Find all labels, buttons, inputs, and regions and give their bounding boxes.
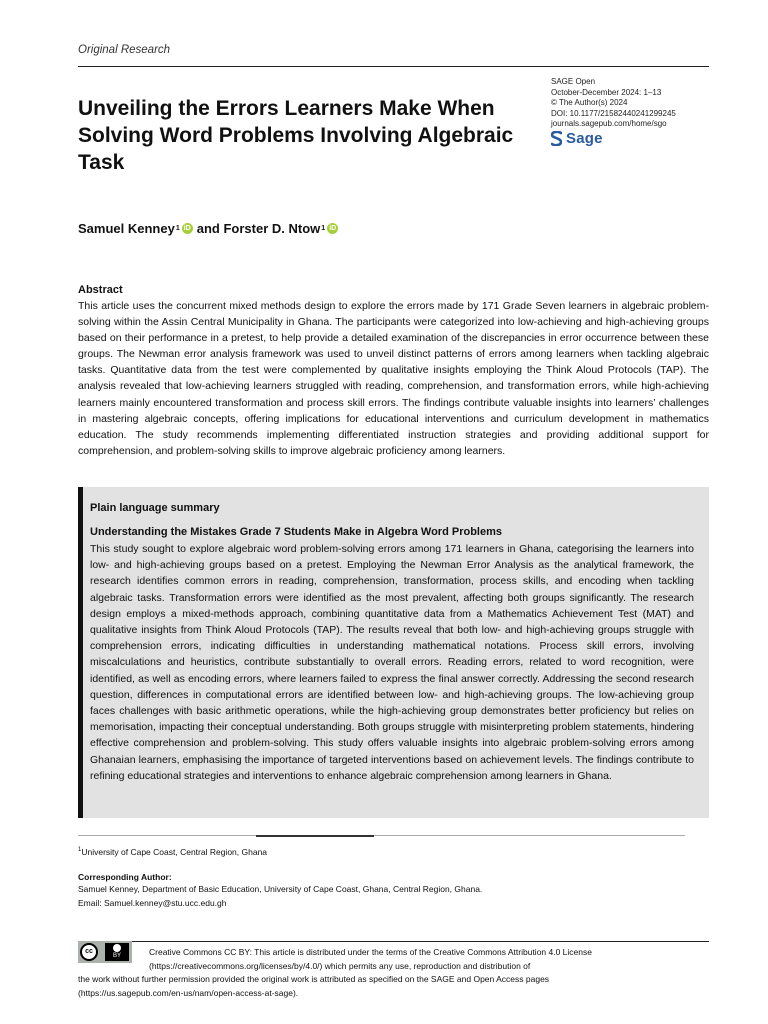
journal-info [551,77,676,130]
affiliation-note [78,847,267,857]
cc-by-badge[interactable] [78,941,132,963]
article-title: Unveiling the Errors Learners Make When Solving Word Problems Involving Algebraic Task [78,97,514,174]
footnote-divider-accent [256,835,374,837]
footnote-divider [78,835,685,836]
attribution-label: BY [112,953,121,959]
attribution-icon [105,943,129,961]
orcid-icon[interactable]: iD [329,225,337,232]
license-line: the work without further permission provided the original work is attributed as specified on the SAGE and Open Access pages [78,974,550,984]
license-line: Creative Commons CC BY: This article is distributed under the terms of the Creative Commons Attribution 4.0 License [149,947,592,957]
affiliation-marker: 1 [78,847,82,853]
journal-copyright: © The Author(s) 2024 [551,98,628,107]
person-icon [113,944,121,952]
affiliation-marker: 1 [175,225,180,232]
corresponding-author-heading: Corresponding Author: [78,872,172,882]
summary-subtitle: Understanding the Mistakes Grade 7 Students Make in Algebra Word Problems [90,526,502,538]
license-text-continued [78,973,709,1000]
journal-doi-link[interactable]: DOI: 10.1177/21582440241299245 [551,108,676,118]
header-divider [78,66,709,67]
affiliation-marker: 1 [321,225,326,232]
author-name: Forster D. Ntow [223,221,321,236]
author-name: Samuel Kenney [78,221,175,236]
abstract-text: This article uses the concurrent mixed methods design to explore the errors made by 171 Grade Seven learners in algebraic problem-solving within the Assin Central Municipality in Ghana. The participants were categorized into low-achieving and high-achieving groups based on their performance in a pretest, to help provide a detailed examination of the discrepancies in error occurrence between these groups. The Newman error analysis framework was used to unveil distinct patterns of errors among learners when tackling algebraic tasks. Quantitative data from the test were complemented by qualitative insights employing the Think Aloud Protocols (TAP). The analysis revealed that low-achieving learners struggled with reading, comprehension, and transformation errors, while high-achieving learners mainly encountered transformation and process skill errors. The findings contribute valuable insights into learners’ challenges in mastering algebraic concepts, offering implications for educational interventions and curriculum development in mathematics education. The study recommends implementing differentiated instruction strategies and providing additional support for comprehension, and problem-solving skills to improve algebraic proficiency among learners. [78,300,709,457]
author-list [78,221,342,236]
journal-homepage-link[interactable]: journals.sagepub.com/home/sgo [551,119,667,128]
license-link[interactable]: (https://us.sagepub.com/en-us/nam/open-access-at-sage). [78,987,299,998]
summary-text: This study sought to explore algebraic word problem-solving errors among 171 learners in Ghana, categorising the learners into low- and high-achieving groups based on a pretest. Employing the Newman Error Analysis as the analytical framework, the research identifies common errors in reading, comprehension, transformation, process skills, and encoding when tackling algebraic tasks. Transformation errors were identified as the most prevalent, affecting both groups significantly. The research design employs a mixed-methods approach, combining quantitative data from a Mathematics Achievement Test (MAT) and qualitative insights from Think Aloud Protocols (TAP). The results reveal that both low- and high-achieving groups struggle with comprehension errors, indicating difficulties in understanding mathematical notations. Process skill errors, involving miscalculations and heuristics, contribute substantially to overall errors. Reading errors, related to word recognition, were identified, as well as encoding errors, where learners failed to express the final answer correctly. Addressing the second research question, differences in computational errors are identified between low- and high-achieving groups. The low-achieving group faces challenges with basic arithmetic operations, while the high-achieving group demonstrates better proficiency but relies on memorisation, impacting their conceptual understanding. Both groups struggle with misinterpreting problem statements, hindering effective comprehension and problem-solving. This study offers valuable insights into algebraic problem-solving errors among Ghanaian learners, emphasising the importance of targeted interventions based on achievement levels. The findings contribute to refining educational strategies and interventions to enhance algebraic comprehension among learners in Ghana. [90,543,694,782]
sage-logo-icon [551,131,562,146]
publisher-logo-text: Sage [566,130,603,147]
license-link[interactable]: (https://creativecommons.org/licenses/by/4.0/) which permits any use, reproduction and distribution of [149,960,531,971]
journal-issue: October-December 2024: 1–13 [551,87,662,97]
license-divider [78,941,709,942]
journal-name: SAGE Open [551,77,596,86]
creative-commons-icon: cc [80,943,98,961]
summary-heading: Plain language summary [90,502,220,514]
author-connector: and [196,221,220,236]
affiliation-text: University of Cape Coast, Central Region, Ghana [81,847,268,857]
license-text [149,946,592,973]
orcid-icon[interactable]: iD [183,225,191,232]
abstract-heading: Abstract [78,284,123,296]
corresponding-author-details: Samuel Kenney, Department of Basic Education, University of Cape Coast, Ghana, Central Region, Ghana. [78,884,483,894]
publisher-logo [551,130,603,147]
corresponding-author-email[interactable]: Email: Samuel.kenney@stu.ucc.edu.gh [78,898,227,908]
article-type-label: Original Research [78,44,171,56]
